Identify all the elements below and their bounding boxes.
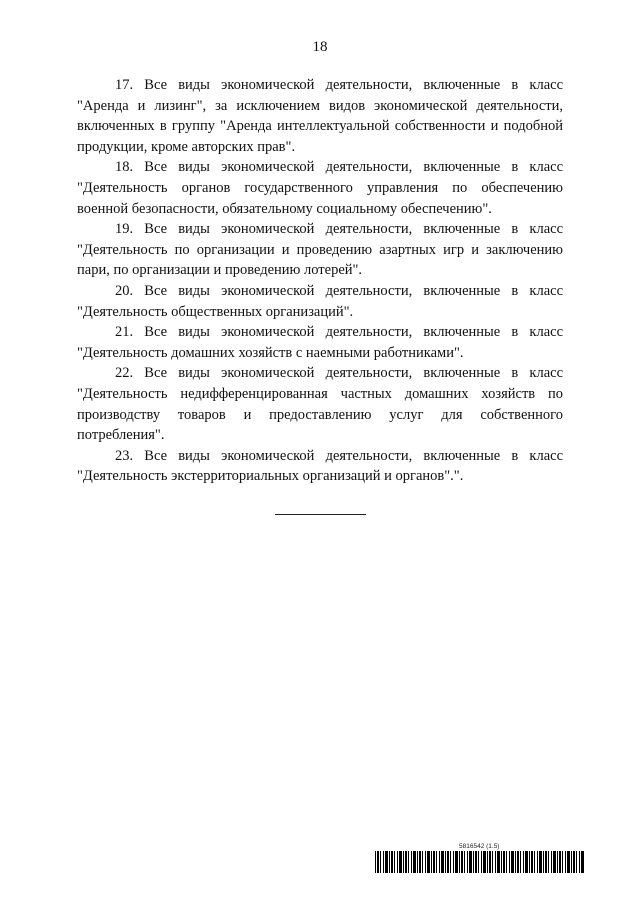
- paragraph-22: [77, 363, 563, 445]
- barcode-label: 5816542 (1.5): [459, 843, 500, 850]
- paragraph-21-line-2: "Деятельность домашних хозяйств с наемными работниками".: [77, 344, 464, 361]
- paragraph-18-line-2: "Деятельность органов государственного управления по обеспечению: [77, 179, 563, 196]
- paragraph-22-line-2: "Деятельность недифференцированная частных домашних хозяйств по: [77, 385, 563, 402]
- paragraph-22-line-1: 22. Все виды экономической деятельности, включенные в класс: [115, 365, 563, 382]
- paragraph-20-line-1: 20. Все виды экономической деятельности, включенные в класс: [115, 282, 563, 299]
- paragraph-19: [77, 219, 563, 281]
- barcode-image: [375, 851, 585, 873]
- document-body: [77, 75, 563, 487]
- paragraph-17-line-2: "Аренда и лизинг", за исключением видов экономической деятельности,: [77, 97, 563, 114]
- paragraph-21-line-1: 21. Все виды экономической деятельности, включенные в класс: [115, 324, 563, 341]
- paragraph-18-line-3: военной безопасности, обязательному социальному обеспечению".: [77, 200, 492, 217]
- paragraph-22-line-3: производству товаров и предоставлению услуг для собственного: [77, 406, 563, 423]
- paragraph-23-line-1: 23. Все виды экономической деятельности, включенные в класс: [115, 447, 563, 464]
- page-number: 18: [312, 39, 328, 55]
- paragraph-20: [77, 281, 563, 322]
- paragraph-18: [77, 157, 563, 219]
- paragraph-21: [77, 322, 563, 363]
- paragraph-17-line-1: 17. Все виды экономической деятельности, включенные в класс: [115, 77, 563, 93]
- paragraph-23-line-2: "Деятельность экстерриториальных организаций и органов".".: [77, 468, 464, 485]
- paragraph-19-line-3: пари, по организации и проведению лотерей".: [77, 262, 363, 279]
- end-divider-line: [275, 514, 366, 515]
- paragraph-17-line-4: подобной продукции, кроме авторских прав".: [77, 118, 563, 155]
- paragraph-22-line-4: потребления".: [77, 427, 165, 444]
- paragraph-18-line-1: 18. Все виды экономической деятельности, включенные в класс: [115, 159, 563, 176]
- paragraph-20-line-2: "Деятельность общественных организаций".: [77, 303, 354, 320]
- paragraph-17-line-3: включенных в группу "Аренда интеллектуальной собственности и: [77, 118, 499, 135]
- paragraph-19-line-2: "Деятельность по организации и проведению азартных игр и заключению: [77, 241, 563, 258]
- paragraph-17: [77, 75, 563, 157]
- paragraph-23: [77, 446, 563, 487]
- paragraph-19-line-1: 19. Все виды экономической деятельности, включенные в класс: [115, 221, 563, 238]
